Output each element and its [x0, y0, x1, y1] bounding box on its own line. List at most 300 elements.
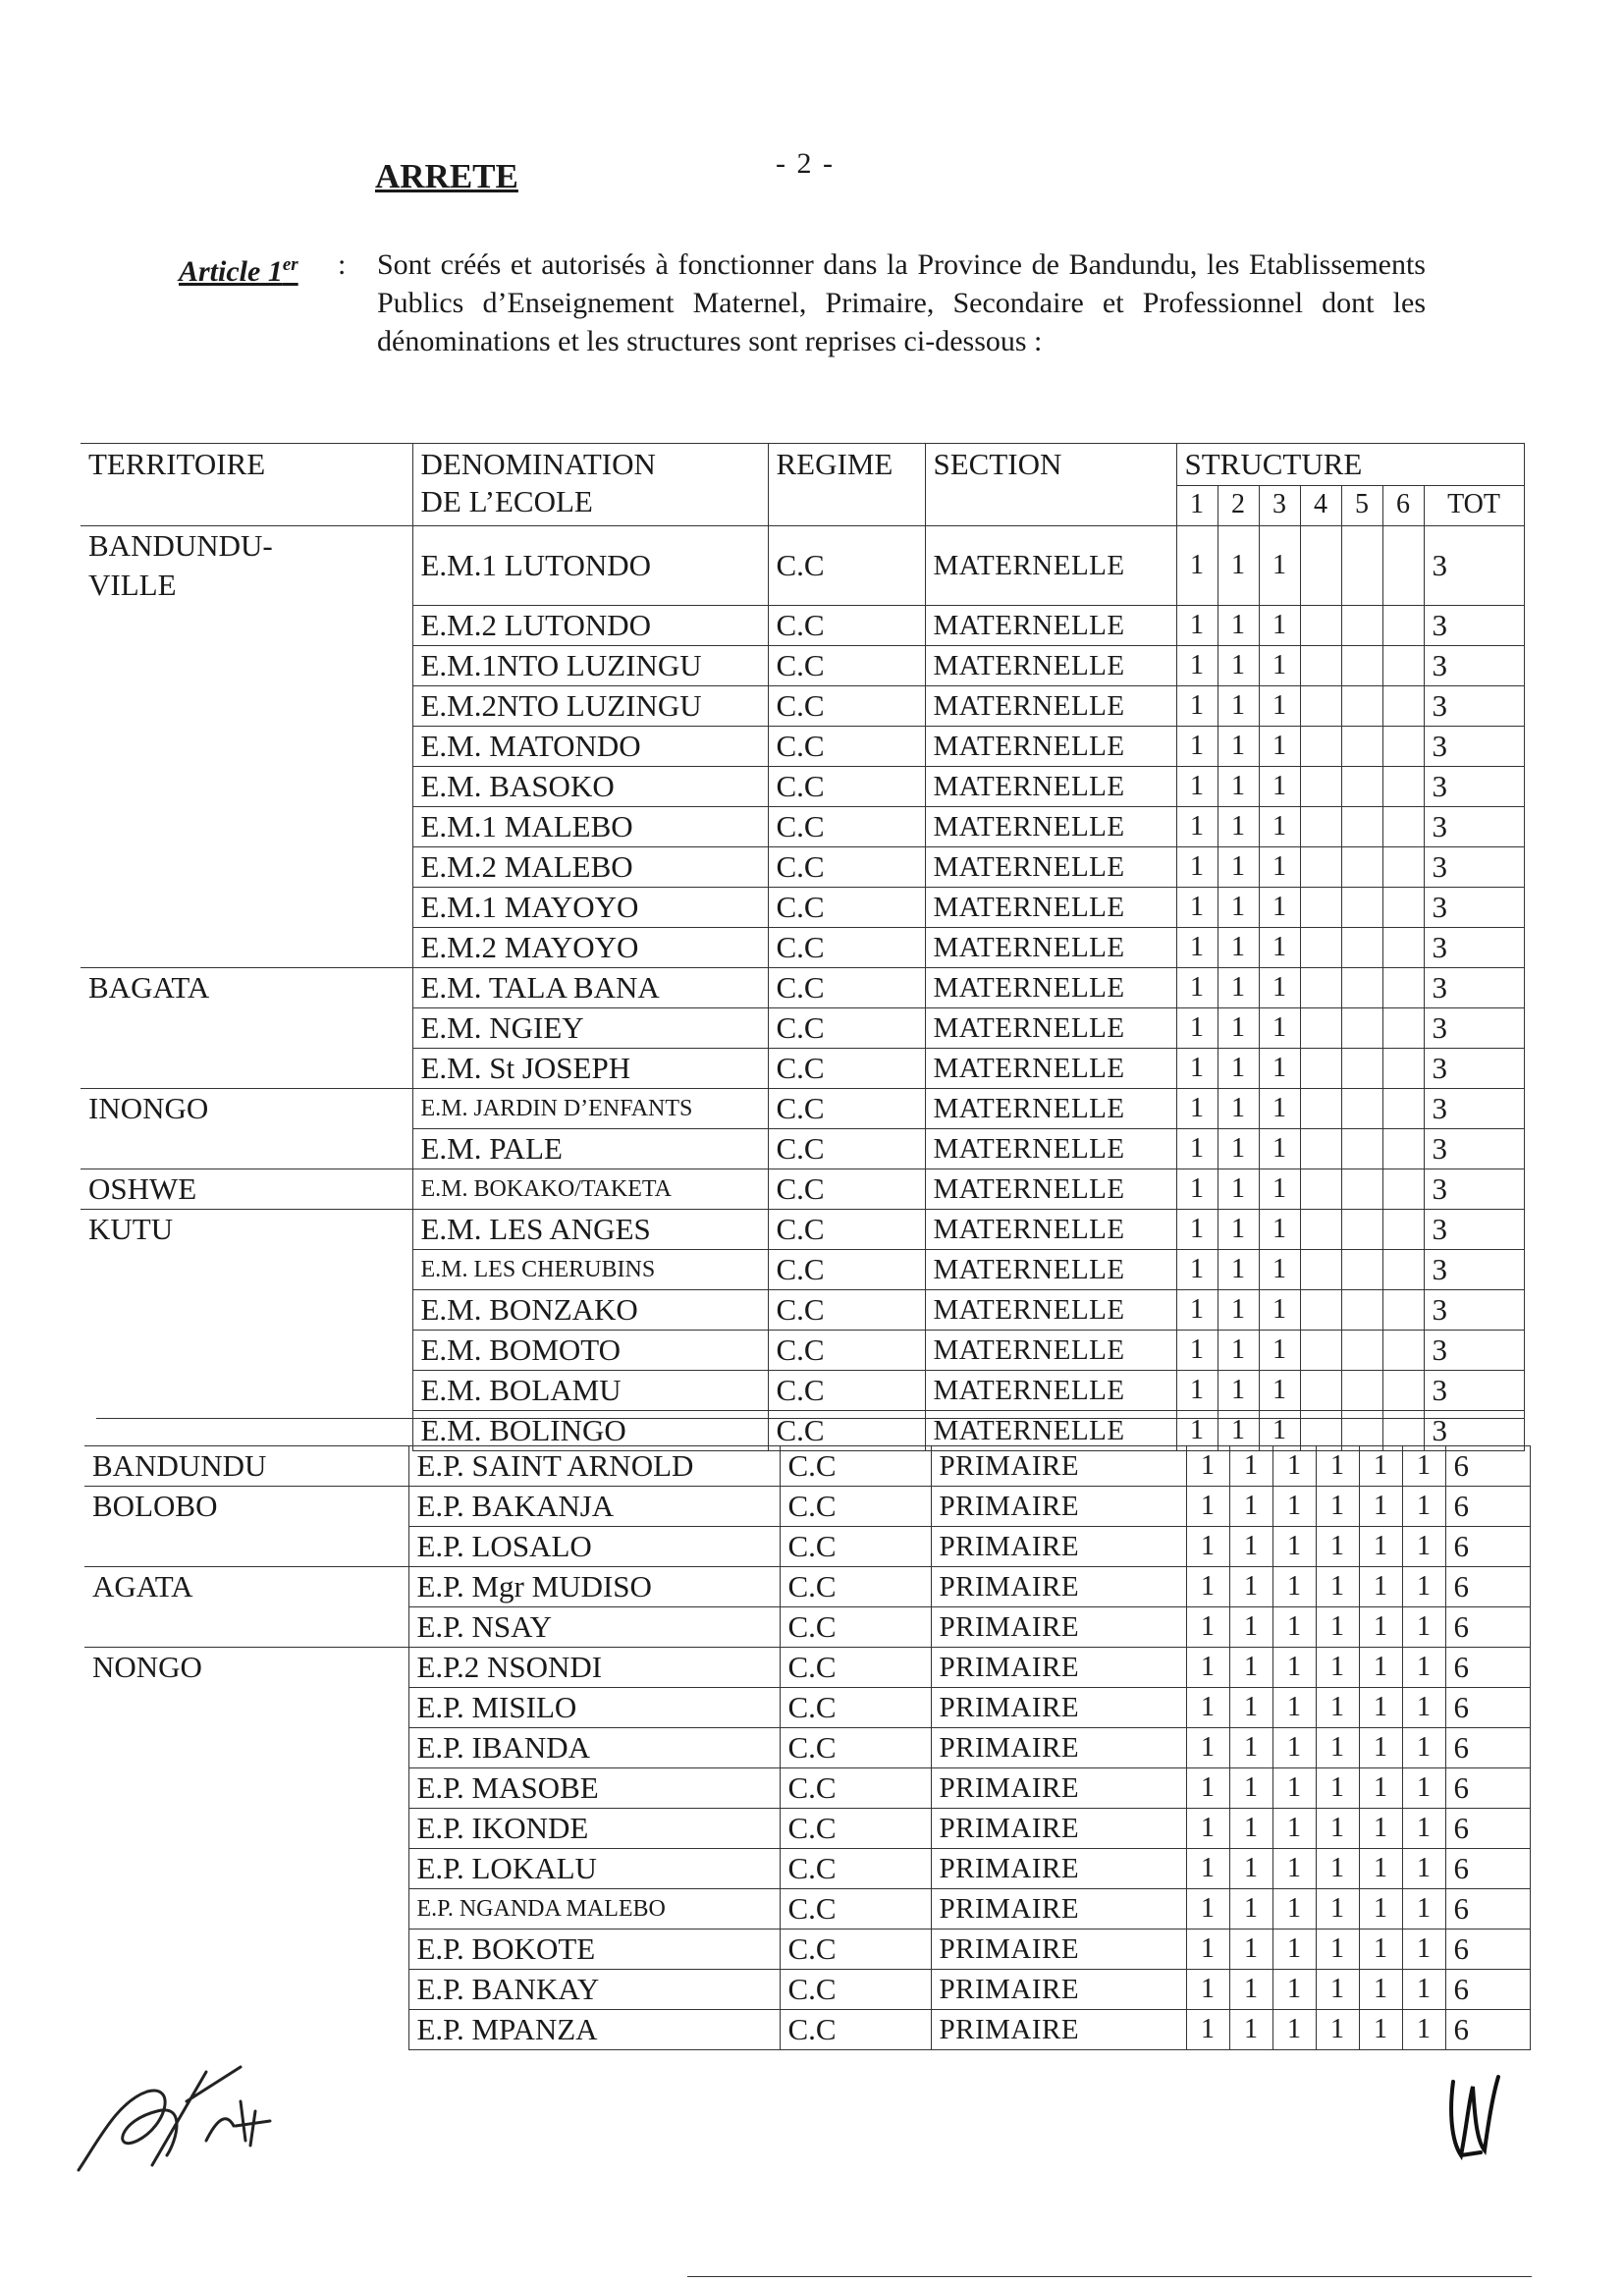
level-1-cell: 1: [1186, 1809, 1229, 1849]
level-2-cell: 1: [1229, 1970, 1272, 2010]
section-cell: PRIMAIRE: [931, 1688, 1186, 1728]
level-6-cell: [1382, 726, 1424, 766]
level-6-cell: [1382, 526, 1424, 606]
section-cell: MATERNELLE: [925, 605, 1176, 645]
total-cell: 3: [1424, 605, 1524, 645]
level-2-cell: 1: [1218, 605, 1259, 645]
level-4-cell: 1: [1316, 1648, 1359, 1688]
header-denomination: [412, 444, 768, 526]
level-2-cell: 1: [1218, 967, 1259, 1007]
territoire-label: BANDUNDU: [92, 1448, 267, 1483]
level-5-cell: 1: [1359, 1648, 1402, 1688]
total-cell: 6: [1445, 1527, 1530, 1567]
level-6-cell: [1382, 1249, 1424, 1289]
level-1-cell: 1: [1186, 1487, 1229, 1527]
territoire-cell: [84, 1446, 408, 1487]
school-name: E.P.2 NSONDI: [408, 1648, 780, 1688]
section-cell: MATERNELLE: [925, 1169, 1176, 1209]
total-cell: 3: [1424, 685, 1524, 726]
school-name: E.P. IKONDE: [408, 1809, 780, 1849]
level-5-cell: 1: [1359, 1688, 1402, 1728]
total-cell: 3: [1424, 1370, 1524, 1410]
territoire-cell: [84, 1487, 408, 1527]
regime-cell: C.C: [780, 1889, 931, 1930]
regime-cell: C.C: [768, 1209, 925, 1249]
page-number: - 2 -: [776, 147, 835, 180]
regime-cell: C.C: [768, 526, 925, 606]
territoire-label: INONGO: [88, 1090, 209, 1125]
header-level-3: 3: [1259, 486, 1300, 526]
level-1-cell: 1: [1176, 1007, 1218, 1048]
level-6-cell: [1382, 766, 1424, 806]
table-row: [81, 645, 1524, 685]
level-3-cell: 1: [1259, 685, 1300, 726]
level-3-cell: 1: [1259, 766, 1300, 806]
section-cell: PRIMAIRE: [931, 1607, 1186, 1648]
table-row: [81, 1410, 1524, 1450]
level-2-cell: 1: [1218, 645, 1259, 685]
level-1-cell: 1: [1186, 1648, 1229, 1688]
table-row: [84, 1567, 1530, 1607]
total-cell: 6: [1445, 1567, 1530, 1607]
level-4-cell: 1: [1316, 1567, 1359, 1607]
table-row: [81, 1088, 1524, 1128]
school-name: E.M.2 MAYOYO: [412, 927, 768, 967]
regime-cell: C.C: [768, 726, 925, 766]
regime-cell: C.C: [780, 2010, 931, 2050]
level-1-cell: 1: [1186, 2010, 1229, 2050]
total-cell: 3: [1424, 806, 1524, 846]
regime-cell: C.C: [768, 1088, 925, 1128]
school-name: E.M. St JOSEPH: [412, 1048, 768, 1088]
level-4-cell: [1300, 1249, 1341, 1289]
table-row: [84, 1487, 1530, 1527]
territoire-cell: [84, 1889, 408, 1930]
maternelle-table-body: [81, 444, 1524, 1451]
level-1-cell: 1: [1176, 685, 1218, 726]
regime-cell: C.C: [780, 1930, 931, 1970]
section-cell: MATERNELLE: [925, 1410, 1176, 1450]
level-6-cell: [1382, 1048, 1424, 1088]
school-name: E.P. NGANDA MALEBO: [408, 1889, 780, 1930]
level-6-cell: 1: [1402, 1688, 1445, 1728]
primaire-table: [84, 1445, 1531, 2050]
level-2-cell: 1: [1229, 1768, 1272, 1809]
territoire-cell: [81, 1249, 412, 1289]
total-cell: 6: [1445, 1768, 1530, 1809]
section-cell: MATERNELLE: [925, 685, 1176, 726]
level-6-cell: 1: [1402, 1527, 1445, 1567]
level-3-cell: 1: [1259, 806, 1300, 846]
article-label-text: Article 1: [179, 255, 283, 288]
section-cell: MATERNELLE: [925, 806, 1176, 846]
level-4-cell: [1300, 1330, 1341, 1370]
header-level-2: 2: [1218, 486, 1259, 526]
level-2-cell: 1: [1218, 1410, 1259, 1450]
total-cell: 3: [1424, 645, 1524, 685]
total-cell: 3: [1424, 846, 1524, 887]
regime-cell: C.C: [780, 1487, 931, 1527]
level-6-cell: 1: [1402, 1889, 1445, 1930]
level-1-cell: 1: [1176, 1289, 1218, 1330]
article-label-sup: er: [282, 254, 298, 275]
section-cell: PRIMAIRE: [931, 1849, 1186, 1889]
regime-cell: C.C: [768, 1330, 925, 1370]
level-6-cell: 1: [1402, 1728, 1445, 1768]
school-name: E.P. LOSALO: [408, 1527, 780, 1567]
level-6-cell: [1382, 927, 1424, 967]
level-2-cell: 1: [1229, 1607, 1272, 1648]
school-name: E.M.1NTO LUZINGU: [412, 645, 768, 685]
level-4-cell: [1300, 846, 1341, 887]
level-3-cell: 1: [1272, 1607, 1316, 1648]
level-5-cell: [1341, 605, 1382, 645]
level-5-cell: [1341, 1410, 1382, 1450]
level-1-cell: 1: [1176, 605, 1218, 645]
level-5-cell: [1341, 526, 1382, 606]
total-cell: 3: [1424, 1088, 1524, 1128]
total-cell: 3: [1424, 887, 1524, 927]
total-cell: 6: [1445, 1487, 1530, 1527]
level-5-cell: [1341, 645, 1382, 685]
section-cell: PRIMAIRE: [931, 1527, 1186, 1567]
school-name: E.M. TALA BANA: [412, 967, 768, 1007]
total-cell: 3: [1424, 1410, 1524, 1450]
regime-cell: C.C: [768, 927, 925, 967]
total-cell: 6: [1445, 1648, 1530, 1688]
section-cell: MATERNELLE: [925, 1249, 1176, 1289]
level-6-cell: [1382, 967, 1424, 1007]
level-6-cell: [1382, 1410, 1424, 1450]
school-name: E.P. IBANDA: [408, 1728, 780, 1768]
territoire-cell: [84, 1809, 408, 1849]
total-cell: 3: [1424, 1007, 1524, 1048]
level-3-cell: 1: [1259, 1169, 1300, 1209]
level-3-cell: 1: [1259, 1209, 1300, 1249]
level-2-cell: 1: [1229, 1527, 1272, 1567]
level-2-cell: 1: [1229, 1809, 1272, 1849]
regime-cell: C.C: [768, 967, 925, 1007]
section-cell: MATERNELLE: [925, 887, 1176, 927]
level-3-cell: 1: [1272, 1446, 1316, 1487]
signature-mark: [59, 2033, 295, 2200]
territoire-cell: [81, 1128, 412, 1169]
school-name: E.M.1 MALEBO: [412, 806, 768, 846]
section-cell: PRIMAIRE: [931, 1930, 1186, 1970]
level-4-cell: [1300, 605, 1341, 645]
section-cell: MATERNELLE: [925, 1330, 1176, 1370]
level-2-cell: 1: [1229, 2010, 1272, 2050]
level-6-cell: [1382, 1289, 1424, 1330]
table-row: [81, 806, 1524, 846]
level-5-cell: 1: [1359, 1930, 1402, 1970]
territoire-cell: [81, 1330, 412, 1370]
total-cell: 6: [1445, 1688, 1530, 1728]
school-name: E.M.1 LUTONDO: [412, 526, 768, 606]
section-cell: MATERNELLE: [925, 1048, 1176, 1088]
level-2-cell: 1: [1218, 806, 1259, 846]
table-row: [84, 1970, 1530, 2010]
level-4-cell: [1300, 1128, 1341, 1169]
level-5-cell: 1: [1359, 1849, 1402, 1889]
total-cell: 3: [1424, 526, 1524, 606]
level-2-cell: 1: [1218, 1169, 1259, 1209]
level-5-cell: [1341, 1330, 1382, 1370]
level-2-cell: 1: [1218, 927, 1259, 967]
article-label: [179, 245, 298, 291]
level-5-cell: [1341, 1249, 1382, 1289]
school-name: E.P. SAINT ARNOLD: [408, 1446, 780, 1487]
level-3-cell: 1: [1272, 1768, 1316, 1809]
level-1-cell: 1: [1186, 1688, 1229, 1728]
regime-cell: C.C: [780, 1728, 931, 1768]
territoire-label: OSHWE: [88, 1170, 197, 1206]
table-row: [81, 1209, 1524, 1249]
level-5-cell: [1341, 887, 1382, 927]
table-row: [81, 1048, 1524, 1088]
level-5-cell: [1341, 1128, 1382, 1169]
school-name: E.P. MASOBE: [408, 1768, 780, 1809]
territoire-cell: [84, 1728, 408, 1768]
territoire-cell: [81, 1169, 412, 1209]
level-4-cell: [1300, 806, 1341, 846]
level-6-cell: 1: [1402, 1487, 1445, 1527]
level-1-cell: 1: [1176, 1048, 1218, 1088]
total-cell: 3: [1424, 927, 1524, 967]
level-2-cell: 1: [1218, 1289, 1259, 1330]
level-6-cell: [1382, 1169, 1424, 1209]
territoire-cell: [81, 605, 412, 645]
school-name: E.M.2NTO LUZINGU: [412, 685, 768, 726]
level-5-cell: 1: [1359, 2010, 1402, 2050]
level-5-cell: 1: [1359, 1768, 1402, 1809]
level-2-cell: 1: [1218, 685, 1259, 726]
level-6-cell: [1382, 1370, 1424, 1410]
level-2-cell: 1: [1218, 1128, 1259, 1169]
table-row: [81, 887, 1524, 927]
level-3-cell: 1: [1272, 1930, 1316, 1970]
regime-cell: C.C: [780, 1768, 931, 1809]
level-6-cell: [1382, 1007, 1424, 1048]
level-5-cell: [1341, 846, 1382, 887]
level-6-cell: 1: [1402, 1849, 1445, 1889]
school-name: E.M. BOLAMU: [412, 1370, 768, 1410]
level-4-cell: 1: [1316, 1889, 1359, 1930]
level-3-cell: 1: [1259, 526, 1300, 606]
level-1-cell: 1: [1176, 1370, 1218, 1410]
school-name: E.M. BOMOTO: [412, 1330, 768, 1370]
level-4-cell: 1: [1316, 1688, 1359, 1728]
total-cell: 3: [1424, 1289, 1524, 1330]
level-4-cell: [1300, 766, 1341, 806]
level-6-cell: [1382, 685, 1424, 726]
level-6-cell: [1382, 1330, 1424, 1370]
level-2-cell: 1: [1218, 1088, 1259, 1128]
territoire-cell: [81, 1048, 412, 1088]
level-5-cell: 1: [1359, 1607, 1402, 1648]
level-3-cell: 1: [1272, 2010, 1316, 2050]
total-cell: 3: [1424, 1249, 1524, 1289]
table-row: [81, 1128, 1524, 1169]
level-5-cell: [1341, 1088, 1382, 1128]
section-cell: MATERNELLE: [925, 645, 1176, 685]
level-1-cell: 1: [1176, 1088, 1218, 1128]
total-cell: 6: [1445, 1446, 1530, 1487]
school-name: E.M. LES ANGES: [412, 1209, 768, 1249]
table-row: [84, 1809, 1530, 1849]
initials-mark: [1441, 2062, 1510, 2170]
section-cell: MATERNELLE: [925, 1209, 1176, 1249]
level-5-cell: [1341, 967, 1382, 1007]
header-level-5: 5: [1341, 486, 1382, 526]
level-1-cell: 1: [1186, 1889, 1229, 1930]
level-6-cell: 1: [1402, 1809, 1445, 1849]
level-4-cell: [1300, 645, 1341, 685]
level-1-cell: 1: [1176, 645, 1218, 685]
level-1-cell: 1: [1186, 1930, 1229, 1970]
total-cell: 6: [1445, 1607, 1530, 1648]
level-4-cell: [1300, 726, 1341, 766]
level-4-cell: [1300, 927, 1341, 967]
level-6-cell: [1382, 846, 1424, 887]
territoire-cell: [81, 1370, 412, 1410]
level-1-cell: 1: [1186, 1970, 1229, 2010]
level-2-cell: 1: [1229, 1728, 1272, 1768]
level-1-cell: 1: [1176, 1330, 1218, 1370]
level-5-cell: [1341, 1209, 1382, 1249]
level-3-cell: 1: [1272, 1487, 1316, 1527]
territoire-cell: [81, 1410, 412, 1450]
level-3-cell: 1: [1259, 1370, 1300, 1410]
article-colon: :: [338, 248, 347, 281]
total-cell: 6: [1445, 1970, 1530, 2010]
level-1-cell: 1: [1176, 887, 1218, 927]
total-cell: 6: [1445, 1809, 1530, 1849]
level-4-cell: 1: [1316, 1970, 1359, 2010]
territoire-cell: [84, 1768, 408, 1809]
regime-cell: C.C: [780, 1648, 931, 1688]
level-6-cell: 1: [1402, 1930, 1445, 1970]
level-3-cell: 1: [1259, 887, 1300, 927]
school-name: E.M. JARDIN D’ENFANTS: [412, 1088, 768, 1128]
level-3-cell: 1: [1259, 1007, 1300, 1048]
total-cell: 3: [1424, 1169, 1524, 1209]
level-2-cell: 1: [1218, 1370, 1259, 1410]
school-name: E.P. MPANZA: [408, 2010, 780, 2050]
level-5-cell: [1341, 766, 1382, 806]
level-4-cell: 1: [1316, 1809, 1359, 1849]
level-2-cell: 1: [1229, 1446, 1272, 1487]
regime-cell: C.C: [768, 1289, 925, 1330]
level-3-cell: 1: [1259, 1289, 1300, 1330]
school-name: E.P. NSAY: [408, 1607, 780, 1648]
level-2-cell: 1: [1218, 1048, 1259, 1088]
level-5-cell: 1: [1359, 1809, 1402, 1849]
level-2-cell: 1: [1218, 1209, 1259, 1249]
level-2-cell: 1: [1229, 1567, 1272, 1607]
regime-cell: C.C: [768, 887, 925, 927]
level-6-cell: 1: [1402, 1768, 1445, 1809]
header-total: TOT: [1424, 486, 1524, 526]
total-cell: 3: [1424, 1209, 1524, 1249]
table-row: [81, 1169, 1524, 1209]
territoire-cell: [81, 726, 412, 766]
level-4-cell: 1: [1316, 1849, 1359, 1889]
table-row: [84, 1688, 1530, 1728]
section-cell: MATERNELLE: [925, 967, 1176, 1007]
regime-cell: C.C: [780, 1446, 931, 1487]
regime-cell: C.C: [768, 1007, 925, 1048]
territoire-cell: [84, 1527, 408, 1567]
level-2-cell: 1: [1218, 887, 1259, 927]
header-structure: STRUCTURE: [1176, 444, 1524, 486]
header-row: [81, 444, 1524, 486]
section-cell: MATERNELLE: [925, 1088, 1176, 1128]
territoire-cell: [84, 1849, 408, 1889]
level-4-cell: [1300, 887, 1341, 927]
level-4-cell: 1: [1316, 1607, 1359, 1648]
total-cell: 3: [1424, 766, 1524, 806]
header-denomination-line-2: DE L’ECOLE: [420, 484, 593, 518]
table-separator: [96, 1418, 1524, 1419]
territoire-label: NONGO: [92, 1650, 202, 1684]
school-name: E.M. LES CHERUBINS: [412, 1249, 768, 1289]
section-cell: MATERNELLE: [925, 766, 1176, 806]
level-1-cell: 1: [1186, 1607, 1229, 1648]
section-cell: PRIMAIRE: [931, 1970, 1186, 2010]
level-6-cell: 1: [1402, 1446, 1445, 1487]
table-row: [81, 1370, 1524, 1410]
bottom-rule: [687, 2276, 1532, 2277]
level-2-cell: 1: [1218, 726, 1259, 766]
total-cell: 6: [1445, 1849, 1530, 1889]
primaire-table-body: [84, 1446, 1530, 2050]
regime-cell: C.C: [780, 1527, 931, 1567]
section-cell: PRIMAIRE: [931, 1768, 1186, 1809]
level-1-cell: 1: [1176, 766, 1218, 806]
level-1-cell: 1: [1176, 806, 1218, 846]
level-5-cell: 1: [1359, 1889, 1402, 1930]
school-name: E.P. BAKANJA: [408, 1487, 780, 1527]
header-level-6: 6: [1382, 486, 1424, 526]
table-row: [81, 1007, 1524, 1048]
level-2-cell: 1: [1229, 1487, 1272, 1527]
level-3-cell: 1: [1272, 1688, 1316, 1728]
table-row: [84, 1446, 1530, 1487]
territoire-cell: [84, 1930, 408, 1970]
level-6-cell: 1: [1402, 1567, 1445, 1607]
section-cell: PRIMAIRE: [931, 1446, 1186, 1487]
level-4-cell: 1: [1316, 1930, 1359, 1970]
regime-cell: C.C: [780, 1688, 931, 1728]
territoire-label: BOLOBO: [92, 1489, 218, 1523]
level-5-cell: 1: [1359, 1527, 1402, 1567]
total-cell: 3: [1424, 1048, 1524, 1088]
level-4-cell: [1300, 1088, 1341, 1128]
regime-cell: C.C: [768, 1048, 925, 1088]
table-row: [81, 766, 1524, 806]
regime-cell: C.C: [768, 806, 925, 846]
territoire-cell: [81, 685, 412, 726]
table-row: [84, 1849, 1530, 1889]
territoire-label: KUTU: [88, 1211, 174, 1246]
level-3-cell: 1: [1272, 1728, 1316, 1768]
table-row: [81, 605, 1524, 645]
level-2-cell: 1: [1229, 1648, 1272, 1688]
territoire-label: AGATA: [92, 1569, 193, 1604]
territoire-cell: [81, 1289, 412, 1330]
level-6-cell: [1382, 1209, 1424, 1249]
